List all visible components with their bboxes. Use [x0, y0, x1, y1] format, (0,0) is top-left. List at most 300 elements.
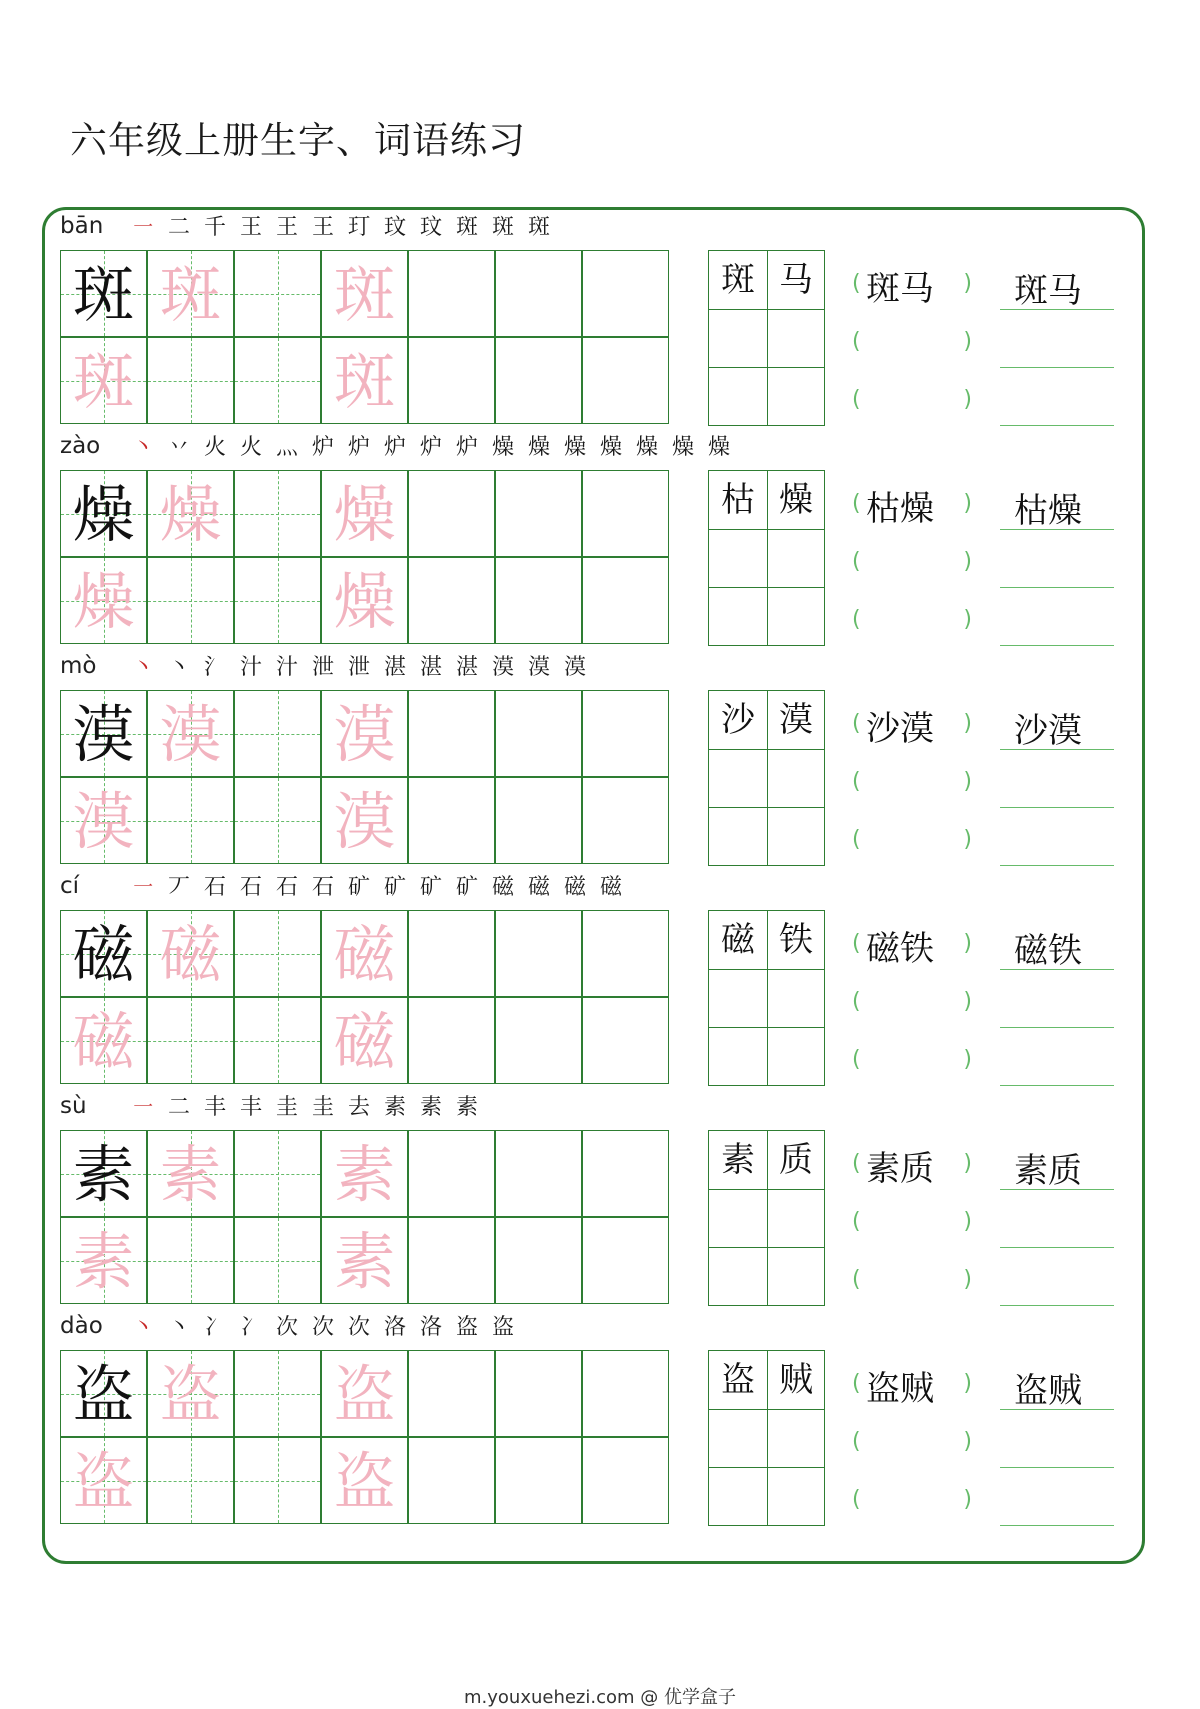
writing-cell[interactable] — [147, 690, 234, 777]
stroke-step: 燥 — [563, 435, 586, 460]
tianzi-grid — [60, 690, 672, 866]
paren-blank[interactable] — [852, 707, 972, 747]
writing-cell[interactable] — [495, 1437, 582, 1524]
writing-cell[interactable] — [495, 250, 582, 337]
paren-right: ) — [963, 549, 972, 574]
stroke-step: 王 — [311, 215, 334, 240]
stroke-step: 燥 — [491, 435, 514, 460]
writing-cell[interactable] — [321, 470, 408, 557]
trace-char: 盗 — [159, 1358, 222, 1431]
writing-cell[interactable] — [321, 337, 408, 424]
writing-cell[interactable] — [234, 777, 321, 864]
writing-cell[interactable] — [495, 1350, 582, 1437]
writing-cell[interactable] — [495, 997, 582, 1084]
answer-line[interactable] — [1000, 1305, 1114, 1306]
word-grid-char: 燥 — [779, 480, 813, 520]
trace-char: 磁 — [159, 918, 222, 991]
grid-line — [709, 807, 824, 808]
tianzi-grid — [60, 470, 672, 646]
answer-line[interactable] — [1000, 1525, 1114, 1526]
paren-left: ( — [852, 769, 861, 794]
stroke-step: 泄 — [311, 655, 334, 680]
stroke-step: 丶 — [131, 655, 154, 680]
paren-word: 沙漠 — [866, 709, 934, 749]
word-grid-char: 沙 — [721, 700, 755, 740]
writing-cell[interactable] — [495, 470, 582, 557]
writing-cell[interactable] — [495, 777, 582, 864]
writing-cell[interactable] — [582, 470, 669, 557]
paren-left: ( — [852, 549, 861, 574]
char-row — [0, 1087, 1200, 1307]
guide-line-v — [191, 778, 192, 863]
answer-line[interactable] — [1000, 1085, 1114, 1086]
lined-word — [1000, 927, 1114, 971]
answer-line[interactable] — [1000, 807, 1114, 808]
answer-line[interactable] — [1000, 1409, 1114, 1410]
answer-line[interactable] — [1000, 1467, 1114, 1468]
trace-char: 磁 — [333, 918, 396, 991]
paren-left: ( — [852, 607, 861, 632]
paren-blank[interactable] — [852, 1263, 972, 1303]
word-grid — [708, 1350, 825, 1526]
tianzi-grid — [60, 1130, 672, 1306]
writing-cell[interactable] — [408, 1217, 495, 1304]
trace-char: 盗 — [333, 1358, 396, 1431]
lined-word-text: 磁铁 — [1014, 931, 1082, 971]
guide-line-v — [278, 1351, 279, 1436]
word-grid-char: 盗 — [721, 1360, 755, 1400]
lined-word-text: 枯燥 — [1014, 491, 1082, 531]
stroke-step: 冫 — [203, 1315, 226, 1340]
paren-left: ( — [852, 827, 861, 852]
answer-line[interactable] — [1000, 587, 1114, 588]
writing-cell[interactable] — [495, 910, 582, 997]
tianzi-grid — [60, 1350, 672, 1526]
stroke-step: 王 — [275, 215, 298, 240]
paren-blank[interactable] — [852, 1043, 972, 1083]
stroke-step: 湛 — [419, 655, 442, 680]
guide-line-v — [191, 998, 192, 1083]
paren-blank[interactable] — [852, 1483, 972, 1523]
writing-cell[interactable] — [408, 1350, 495, 1437]
stroke-step: 次 — [275, 1315, 298, 1340]
trace-char: 素 — [333, 1138, 396, 1211]
guide-line-v — [278, 558, 279, 643]
lined-word-text: 素质 — [1014, 1151, 1082, 1191]
writing-cell[interactable] — [582, 250, 669, 337]
grid-line — [709, 969, 824, 970]
paren-left: ( — [852, 271, 861, 296]
stroke-step: 矿 — [419, 875, 442, 900]
writing-cell[interactable] — [321, 1350, 408, 1437]
lined-word — [1000, 267, 1114, 311]
grid-line — [709, 1247, 824, 1248]
guide-line-v — [191, 1438, 192, 1523]
trace-char: 燥 — [159, 478, 222, 551]
stroke-step: 汁 — [239, 655, 262, 680]
stroke-step: 石 — [275, 875, 298, 900]
writing-cell[interactable] — [234, 690, 321, 777]
pinyin-label: zào — [60, 433, 101, 459]
writing-cell[interactable] — [321, 1217, 408, 1304]
writing-cell[interactable] — [60, 997, 147, 1084]
answer-line[interactable] — [1000, 529, 1114, 530]
writing-cell[interactable] — [408, 997, 495, 1084]
writing-cell[interactable] — [60, 470, 147, 557]
writing-cell[interactable] — [582, 997, 669, 1084]
tianzi-grid — [60, 250, 672, 426]
stroke-step: 素 — [455, 1095, 478, 1120]
writing-cell[interactable] — [495, 337, 582, 424]
writing-cell[interactable] — [495, 690, 582, 777]
writing-cell[interactable] — [147, 337, 234, 424]
guide-line-v — [278, 1131, 279, 1216]
writing-cell[interactable] — [321, 250, 408, 337]
writing-cell[interactable] — [60, 1130, 147, 1217]
writing-cell[interactable] — [408, 1437, 495, 1524]
writing-cell[interactable] — [321, 690, 408, 777]
writing-cell[interactable] — [321, 910, 408, 997]
stroke-step: 磁 — [491, 875, 514, 900]
stroke-step: ㇐ — [131, 1095, 154, 1120]
writing-cell[interactable] — [234, 337, 321, 424]
guide-line-v — [278, 251, 279, 336]
writing-cell[interactable] — [147, 250, 234, 337]
writing-cell[interactable] — [60, 910, 147, 997]
stroke-step: 丰 — [203, 1095, 226, 1120]
answer-line[interactable] — [1000, 1027, 1114, 1028]
writing-cell[interactable] — [147, 1350, 234, 1437]
writing-cell[interactable] — [408, 777, 495, 864]
stroke-step: 磁 — [563, 875, 586, 900]
stroke-step: 素 — [419, 1095, 442, 1120]
stroke-step: 玟 — [383, 215, 406, 240]
writing-cell[interactable] — [60, 557, 147, 644]
word-grid-char: 素 — [721, 1140, 755, 1180]
paren-blank[interactable] — [852, 823, 972, 863]
writing-cell[interactable] — [60, 1350, 147, 1437]
writing-cell[interactable] — [321, 557, 408, 644]
stroke-step: 圭 — [275, 1095, 298, 1120]
paren-blank[interactable] — [852, 985, 972, 1025]
writing-cell[interactable] — [408, 1130, 495, 1217]
paren-right: ) — [963, 1371, 972, 1396]
paren-blank[interactable] — [852, 487, 972, 527]
stroke-step: 素 — [383, 1095, 406, 1120]
paren-left: ( — [852, 989, 861, 1014]
writing-cell[interactable] — [234, 910, 321, 997]
writing-cell[interactable] — [60, 250, 147, 337]
writing-cell[interactable] — [582, 910, 669, 997]
trace-char: 素 — [159, 1138, 222, 1211]
guide-line-v — [278, 471, 279, 556]
char-row — [0, 207, 1200, 427]
guide-line-v — [278, 691, 279, 776]
trace-char: 斑 — [333, 258, 396, 331]
word-grid-char: 磁 — [721, 920, 755, 960]
stroke-step: 湛 — [383, 655, 406, 680]
writing-cell[interactable] — [234, 1217, 321, 1304]
footer-source: m.youxuehezi.com @ 优学盒子 — [463, 1687, 736, 1708]
stroke-order — [125, 1090, 485, 1122]
guide-line-v — [191, 558, 192, 643]
page-title: 六年级上册生字、词语练习 — [70, 119, 526, 162]
stroke-order — [125, 1310, 521, 1342]
trace-char: 燥 — [333, 478, 396, 551]
paren-left: ( — [852, 491, 861, 516]
stroke-step: 玎 — [347, 215, 370, 240]
stroke-step: 丶 — [131, 1315, 154, 1340]
answer-line[interactable] — [1000, 969, 1114, 970]
writing-cell[interactable] — [408, 690, 495, 777]
stroke-step: ㇐ — [131, 875, 154, 900]
paren-right: ) — [963, 271, 972, 296]
writing-cell[interactable] — [234, 250, 321, 337]
writing-cell[interactable] — [495, 1217, 582, 1304]
paren-word: 素质 — [866, 1149, 934, 1189]
grid-line — [709, 1467, 824, 1468]
paren-right: ) — [963, 827, 972, 852]
writing-cell[interactable] — [321, 777, 408, 864]
paren-blank[interactable] — [852, 1147, 972, 1187]
paren-word: 磁铁 — [866, 929, 934, 969]
writing-cell[interactable] — [60, 1437, 147, 1524]
writing-cell[interactable] — [582, 557, 669, 644]
lined-word-text: 盗贼 — [1014, 1371, 1082, 1411]
model-char: 素 — [72, 1138, 135, 1211]
paren-blank[interactable] — [852, 603, 972, 643]
trace-char: 漠 — [159, 698, 222, 771]
trace-char: 燥 — [333, 565, 396, 638]
grid-line — [709, 529, 824, 530]
stroke-step: 次 — [311, 1315, 334, 1340]
paren-blank[interactable] — [852, 325, 972, 365]
lined-word-text: 沙漠 — [1014, 711, 1082, 751]
paren-right: ) — [963, 769, 972, 794]
grid-line — [709, 1027, 824, 1028]
trace-char: 燥 — [72, 565, 135, 638]
stroke-step: 二 — [167, 215, 190, 240]
answer-line[interactable] — [1000, 865, 1114, 866]
word-grid-char: 马 — [779, 260, 813, 300]
paren-blank[interactable] — [852, 1367, 972, 1407]
writing-cell[interactable] — [147, 777, 234, 864]
lined-word — [1000, 1147, 1114, 1191]
grid-line — [709, 367, 824, 368]
stroke-step: 燥 — [635, 435, 658, 460]
writing-cell[interactable] — [234, 557, 321, 644]
paren-right: ) — [963, 1429, 972, 1454]
writing-cell[interactable] — [60, 1217, 147, 1304]
paren-right: ) — [963, 1151, 972, 1176]
pinyin-label: bān — [60, 213, 104, 239]
model-char: 磁 — [72, 918, 135, 991]
char-row — [0, 647, 1200, 867]
paren-blank[interactable] — [852, 765, 972, 805]
answer-line[interactable] — [1000, 1189, 1114, 1190]
stroke-step: 炉 — [419, 435, 442, 460]
stroke-step: 燥 — [707, 435, 730, 460]
writing-cell[interactable] — [321, 1130, 408, 1217]
trace-char: 磁 — [333, 1005, 396, 1078]
guide-line-v — [278, 1438, 279, 1523]
writing-cell[interactable] — [147, 557, 234, 644]
writing-cell[interactable] — [408, 250, 495, 337]
paren-left: ( — [852, 1267, 861, 1292]
stroke-step: 磁 — [527, 875, 550, 900]
stroke-step: 斑 — [527, 215, 550, 240]
stroke-step: 斑 — [491, 215, 514, 240]
paren-left: ( — [852, 1371, 861, 1396]
writing-cell[interactable] — [408, 910, 495, 997]
writing-cell[interactable] — [147, 1437, 234, 1524]
word-grid-char: 斑 — [721, 260, 755, 300]
lined-word-text: 斑马 — [1014, 271, 1082, 311]
grid-line — [709, 749, 824, 750]
stroke-step: 湛 — [455, 655, 478, 680]
word-grid-char: 铁 — [779, 920, 813, 960]
writing-cell[interactable] — [582, 1437, 669, 1524]
trace-char: 斑 — [159, 258, 222, 331]
answer-line[interactable] — [1000, 749, 1114, 750]
grid-line — [709, 309, 824, 310]
stroke-step: 丶 — [167, 1315, 190, 1340]
lined-word — [1000, 707, 1114, 751]
trace-char: 盗 — [72, 1445, 135, 1518]
lined-word — [1000, 1367, 1114, 1411]
writing-cell[interactable] — [60, 690, 147, 777]
writing-cell[interactable] — [321, 1437, 408, 1524]
paren-left: ( — [852, 931, 861, 956]
writing-cell[interactable] — [495, 557, 582, 644]
stroke-step: 丶 — [167, 655, 190, 680]
paren-left: ( — [852, 329, 861, 354]
stroke-step: 洛 — [383, 1315, 406, 1340]
stroke-step: 丰 — [239, 1095, 262, 1120]
trace-char: 漠 — [333, 785, 396, 858]
grid-line — [709, 1409, 824, 1410]
guide-line-v — [278, 338, 279, 423]
word-grid — [708, 470, 825, 646]
guide-line-v — [191, 338, 192, 423]
trace-char: 漠 — [333, 698, 396, 771]
trace-char: 素 — [333, 1225, 396, 1298]
paren-word: 斑马 — [866, 269, 934, 309]
guide-line-v — [278, 911, 279, 996]
stroke-order — [125, 870, 629, 902]
writing-cell[interactable] — [234, 1437, 321, 1524]
writing-cell[interactable] — [408, 557, 495, 644]
char-row — [0, 867, 1200, 1087]
writing-cell[interactable] — [147, 1130, 234, 1217]
writing-cell[interactable] — [582, 337, 669, 424]
stroke-step: 矿 — [347, 875, 370, 900]
writing-cell[interactable] — [60, 337, 147, 424]
stroke-order — [125, 210, 557, 242]
word-grid — [708, 690, 825, 866]
stroke-step: 磁 — [599, 875, 622, 900]
paren-blank[interactable] — [852, 1425, 972, 1465]
stroke-step: 二 — [167, 1095, 190, 1120]
stroke-step: 炉 — [383, 435, 406, 460]
writing-cell[interactable] — [234, 470, 321, 557]
stroke-step: 圭 — [311, 1095, 334, 1120]
paren-word: 盗贼 — [866, 1369, 934, 1409]
writing-cell[interactable] — [147, 470, 234, 557]
stroke-step: 火 — [203, 435, 226, 460]
paren-left: ( — [852, 711, 861, 736]
model-char: 盗 — [72, 1358, 135, 1431]
paren-right: ) — [963, 989, 972, 1014]
stroke-step: 燥 — [527, 435, 550, 460]
writing-cell[interactable] — [147, 910, 234, 997]
paren-blank[interactable] — [852, 927, 972, 967]
writing-cell[interactable] — [582, 1217, 669, 1304]
grid-line — [709, 1189, 824, 1190]
pinyin-label: cí — [60, 873, 80, 899]
stroke-step: 丷 — [167, 435, 190, 460]
word-grid-char: 贼 — [779, 1360, 813, 1400]
stroke-order — [125, 650, 593, 682]
tianzi-grid — [60, 910, 672, 1086]
stroke-order — [125, 430, 737, 462]
paren-blank[interactable] — [852, 267, 972, 307]
paren-blank[interactable] — [852, 383, 972, 423]
stroke-step: 炉 — [311, 435, 334, 460]
writing-cell[interactable] — [147, 1217, 234, 1304]
writing-cell[interactable] — [234, 997, 321, 1084]
stroke-step: 去 — [347, 1095, 370, 1120]
answer-line[interactable] — [1000, 425, 1114, 426]
paren-right: ) — [963, 1487, 972, 1512]
stroke-step: 矿 — [455, 875, 478, 900]
stroke-step: 炉 — [347, 435, 370, 460]
pinyin-label: dào — [60, 1313, 103, 1339]
paren-right: ) — [963, 931, 972, 956]
stroke-step: 漠 — [491, 655, 514, 680]
answer-line[interactable] — [1000, 1247, 1114, 1248]
answer-line[interactable] — [1000, 367, 1114, 368]
stroke-step: 斑 — [455, 215, 478, 240]
writing-cell[interactable] — [582, 777, 669, 864]
writing-cell[interactable] — [234, 1350, 321, 1437]
writing-cell[interactable] — [234, 1130, 321, 1217]
paren-right: ) — [963, 491, 972, 516]
writing-cell[interactable] — [582, 1350, 669, 1437]
answer-line[interactable] — [1000, 309, 1114, 310]
writing-cell[interactable] — [408, 470, 495, 557]
guide-line-v — [191, 1218, 192, 1303]
writing-cell[interactable] — [495, 1130, 582, 1217]
writing-cell[interactable] — [147, 997, 234, 1084]
answer-line[interactable] — [1000, 645, 1114, 646]
pinyin-label: mò — [60, 653, 97, 679]
writing-cell[interactable] — [321, 997, 408, 1084]
stroke-step: 石 — [311, 875, 334, 900]
paren-blank[interactable] — [852, 1205, 972, 1245]
paren-blank[interactable] — [852, 545, 972, 585]
writing-cell[interactable] — [60, 777, 147, 864]
writing-cell[interactable] — [582, 690, 669, 777]
paren-right: ) — [963, 711, 972, 736]
guide-line-v — [278, 998, 279, 1083]
trace-char: 磁 — [72, 1005, 135, 1078]
trace-char: 漠 — [72, 785, 135, 858]
stroke-step: 丆 — [167, 875, 190, 900]
stroke-step: 氵 — [203, 655, 226, 680]
writing-cell[interactable] — [582, 1130, 669, 1217]
writing-cell[interactable] — [408, 337, 495, 424]
